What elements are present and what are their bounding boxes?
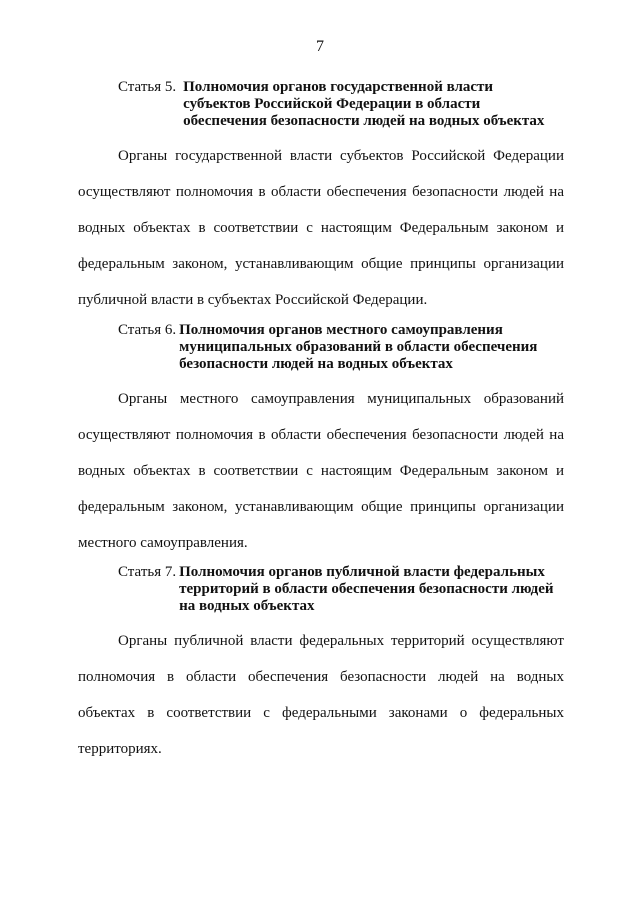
paragraph-line: Органы местного самоуправления муниципальных образований [118,391,564,407]
paragraph-line: Органы публичной власти федеральных территорий осуществляют [118,633,564,649]
paragraph-line: водных объектах в соответствии с настоящим Федеральным законом и [78,220,564,236]
paragraph-line: осуществляют полномочия в области обеспечения безопасности людей на [78,184,564,200]
paragraph-line: федеральным законом, устанавливающим общие принципы организации [78,499,564,515]
paragraph-line: местного самоуправления. [78,535,248,551]
paragraph-line: осуществляют полномочия в области обеспечения безопасности людей на [78,427,564,443]
article-6-label: Статья 6. [118,322,177,338]
page-number: 7 [316,38,324,55]
article-7-label: Статья 7. [118,564,177,580]
paragraph-line: объектах в соответствии с федеральными законами о федеральных [78,705,564,721]
article-5-heading [118,79,544,130]
article-6-title: Полномочия органов местного самоуправления муниципальных образований в области обеспечения безопасности людей на водных объектах [179,322,538,372]
paragraph-line: территориях. [78,741,162,757]
article-5-label: Статья 5. [118,79,177,95]
article-7-heading [118,564,554,615]
paragraph-line: водных объектах в соответствии с настоящим Федеральным законом и [78,463,564,479]
article-5-title: Полномочия органов государственной власти субъектов Российской Федерации в области обеспечения безопасности людей на водных объектах [183,79,545,129]
paragraph-line: полномочия в области обеспечения безопасности людей на водных [78,669,564,685]
article-6-heading [118,322,537,373]
paragraph-line: публичной власти в субъектах Российской Федерации. [78,292,428,308]
paragraph-line: федеральным законом, устанавливающим общие принципы организации [78,256,564,272]
paragraph-line: Органы государственной власти субъектов Российской Федерации [118,148,564,164]
article-7-title: Полномочия органов публичной власти федеральных территорий в области обеспечения безопасности людей на водных объектах [179,564,554,614]
